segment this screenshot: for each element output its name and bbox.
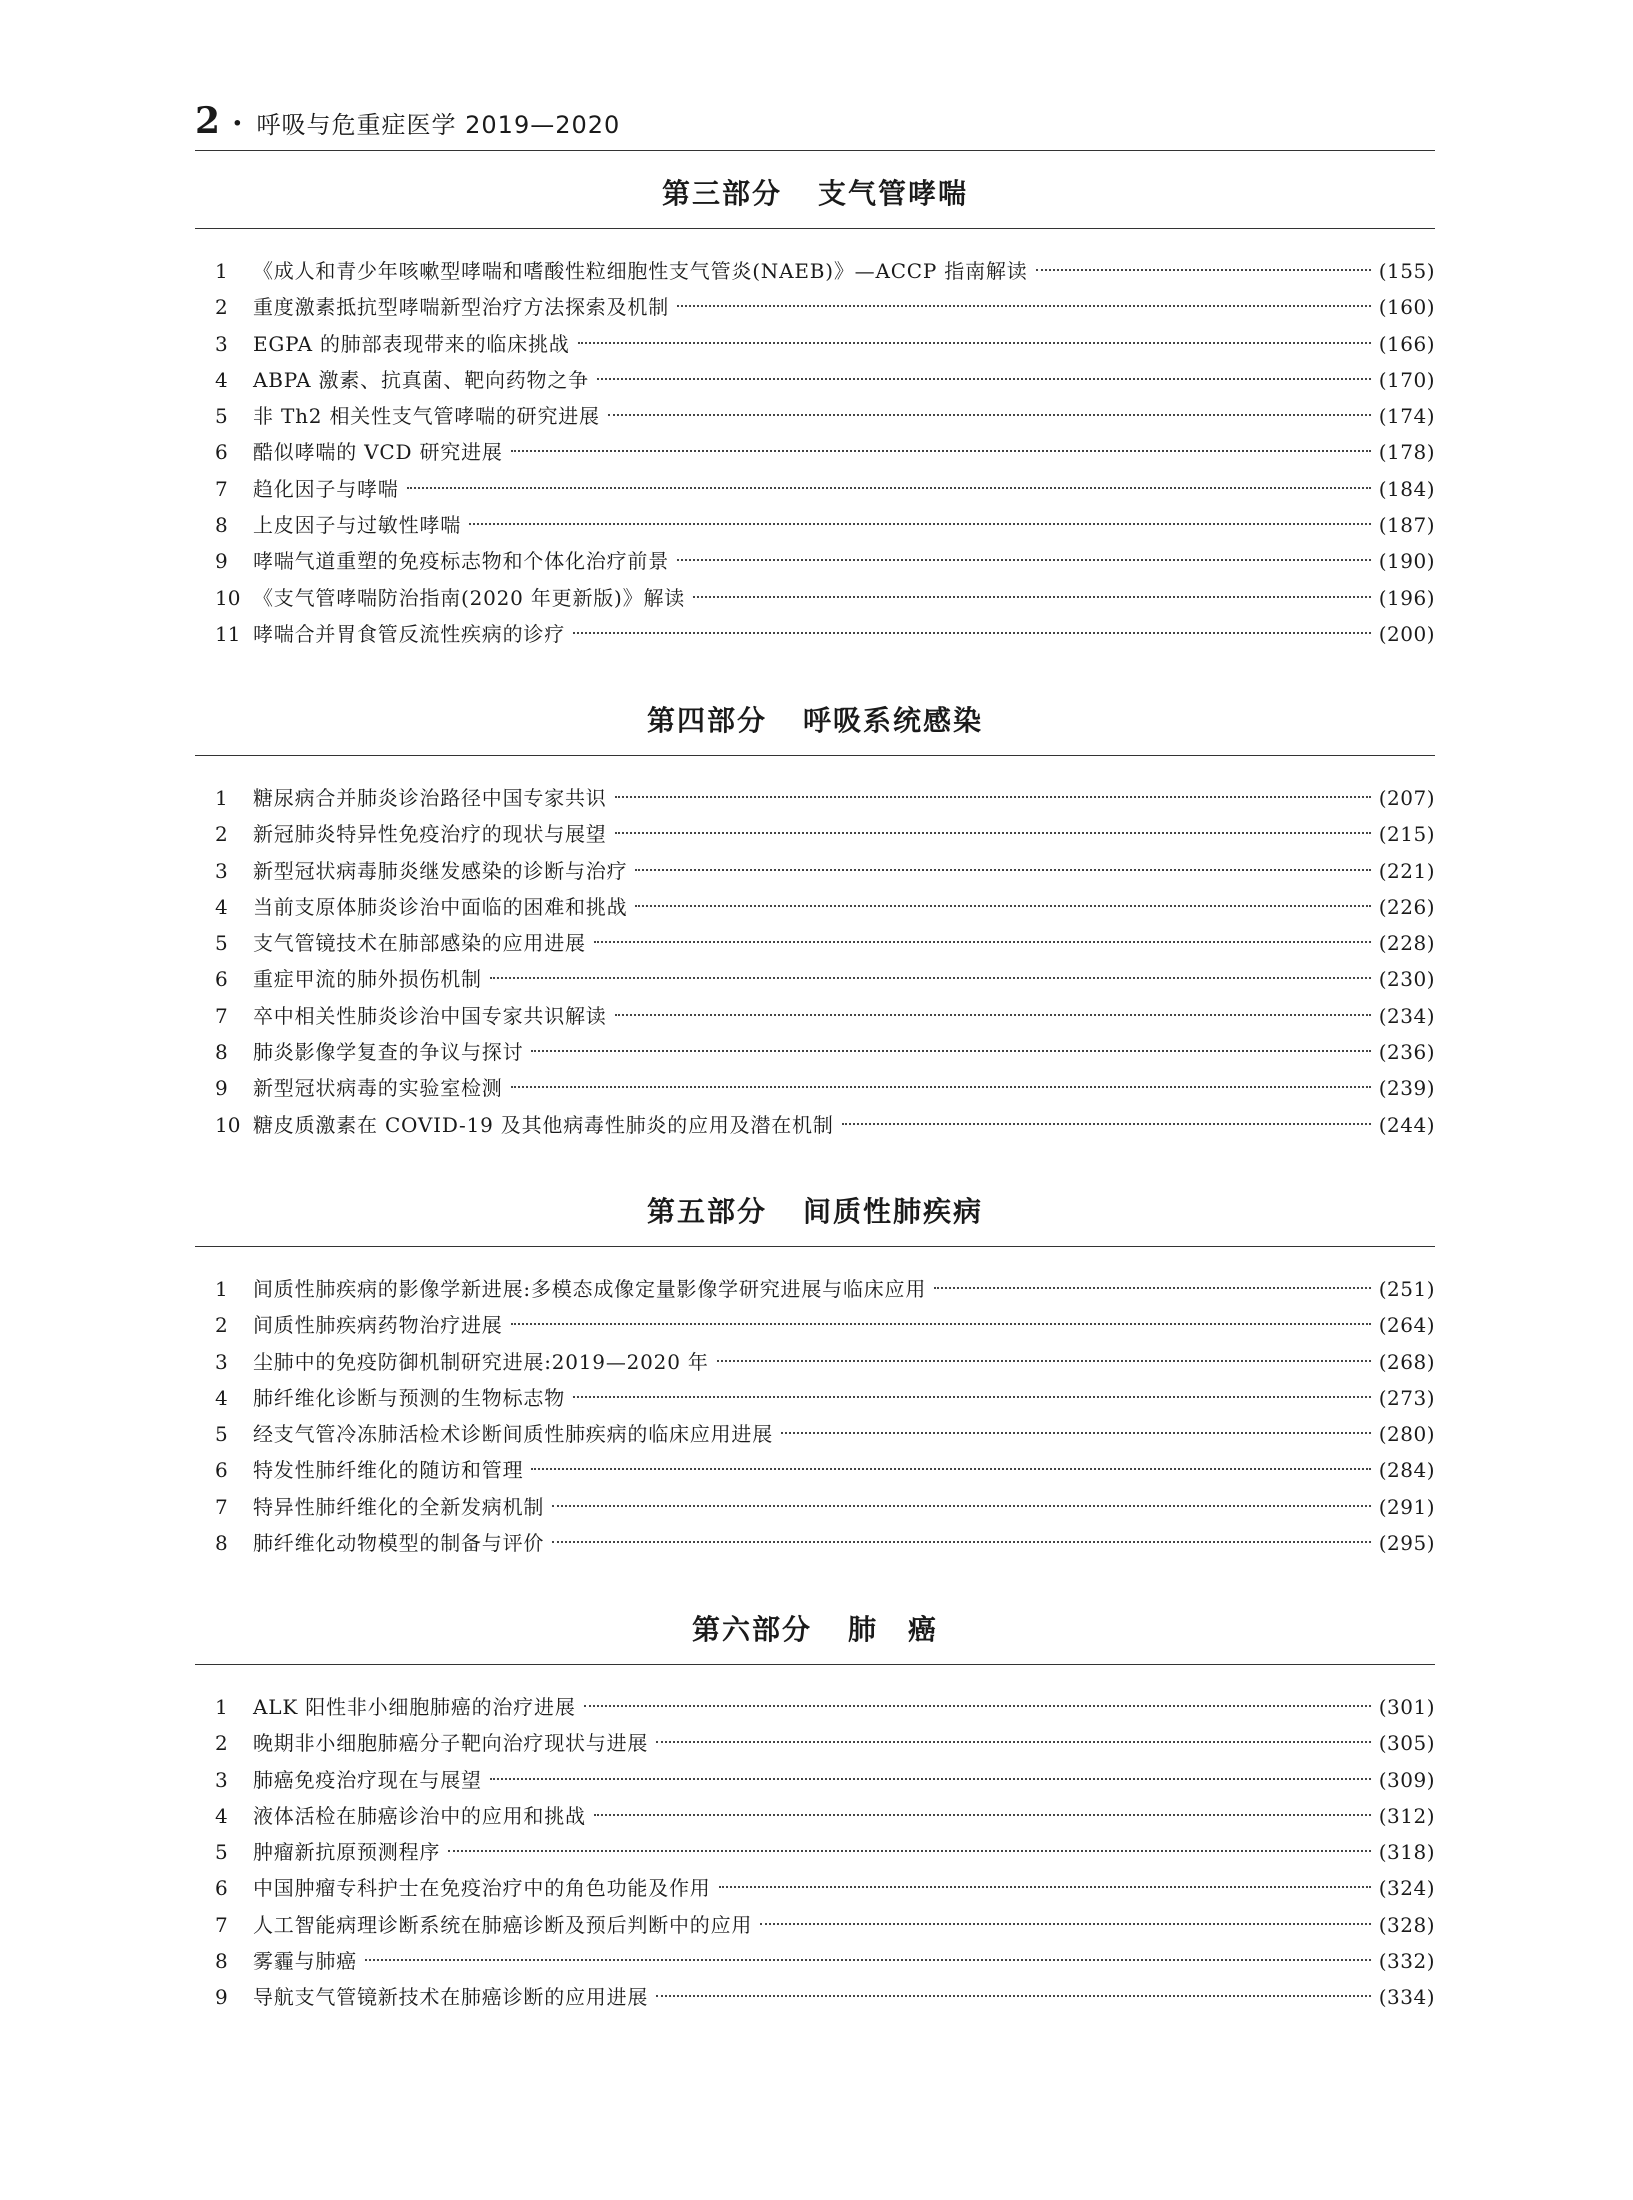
toc-entry[interactable] — [195, 398, 1435, 434]
dot-leader — [781, 1432, 1371, 1434]
toc-entry[interactable] — [195, 507, 1435, 543]
entry-number: 5 — [215, 1840, 228, 1865]
entry-number: 3 — [215, 331, 228, 356]
entry-title: ABPA 激素、抗真菌、靶向药物之争 — [253, 367, 589, 392]
toc-entry[interactable] — [195, 1907, 1435, 1943]
entry-number: 8 — [215, 1040, 228, 1065]
entry-page-number: (244) — [1378, 1112, 1435, 1137]
entry-page-number: (280) — [1378, 1422, 1435, 1447]
entry-title: 趋化因子与哮喘 — [253, 476, 399, 501]
entry-page-number: (200) — [1378, 621, 1435, 646]
entry-number: 7 — [215, 1912, 228, 1937]
toc-entry[interactable] — [195, 1762, 1435, 1798]
entry-page-number: (228) — [1378, 931, 1435, 956]
entry-page-number: (291) — [1378, 1494, 1435, 1519]
toc-entry[interactable] — [195, 326, 1435, 362]
entry-number: 2 — [215, 1313, 228, 1338]
entry-page-number: (178) — [1378, 440, 1435, 465]
dot-leader — [584, 1705, 1371, 1707]
dot-leader — [717, 1360, 1371, 1362]
entry-number: 10 — [215, 1112, 241, 1137]
entry-number: 5 — [215, 1422, 228, 1447]
entry-page-number: (301) — [1378, 1695, 1435, 1719]
entry-number: 2 — [215, 822, 228, 847]
toc-section-asthma — [195, 168, 1435, 652]
entry-page-number: (284) — [1378, 1458, 1435, 1483]
dot-leader — [573, 1396, 1371, 1398]
running-header — [195, 100, 1435, 151]
header-separator: · — [232, 106, 243, 141]
dot-leader — [511, 1323, 1371, 1325]
entry-page-number: (239) — [1378, 1076, 1435, 1101]
toc-entry[interactable] — [195, 1107, 1435, 1143]
toc-entry[interactable] — [195, 289, 1435, 325]
entry-page-number: (305) — [1378, 1731, 1435, 1756]
toc-section-lung-cancer — [195, 1604, 1435, 2016]
dot-leader — [1036, 269, 1371, 271]
toc-entry[interactable] — [195, 889, 1435, 925]
dot-leader — [531, 1050, 1370, 1052]
entry-title: 酷似哮喘的 VCD 研究进展 — [253, 440, 503, 465]
section-part-label: 第三部分 — [661, 177, 782, 210]
entry-number: 8 — [215, 1531, 228, 1556]
entry-page-number: (295) — [1378, 1531, 1435, 1556]
dot-leader — [573, 632, 1371, 634]
toc-entry[interactable] — [195, 1034, 1435, 1070]
entry-page-number: (166) — [1378, 331, 1435, 356]
dot-leader — [608, 414, 1371, 416]
entry-title: 非 Th2 相关性支气管哮喘的研究进展 — [253, 404, 600, 429]
entry-number: 4 — [215, 894, 228, 919]
entry-page-number: (221) — [1378, 858, 1435, 883]
dot-leader — [934, 1287, 1371, 1289]
toc-section-respiratory-infection — [195, 695, 1435, 1143]
entry-title: 新冠肺炎特异性免疫治疗的现状与展望 — [253, 822, 607, 847]
dot-leader — [365, 1959, 1371, 1961]
dot-leader — [407, 487, 1371, 489]
entry-title: 中国肿瘤专科护士在免疫治疗中的角色功能及作用 — [253, 1876, 711, 1901]
entry-page-number: (215) — [1378, 822, 1435, 847]
entry-page-number: (190) — [1378, 549, 1435, 574]
toc-entry[interactable] — [195, 1798, 1435, 1834]
entry-page-number: (318) — [1378, 1840, 1435, 1865]
entry-page-number: (324) — [1378, 1876, 1435, 1901]
entry-title: 特异性肺纤维化的全新发病机制 — [253, 1494, 545, 1519]
entry-title: 新型冠状病毒的实验室检测 — [253, 1076, 503, 1101]
toc-entry[interactable] — [195, 1416, 1435, 1452]
entry-title: 肿瘤新抗原预测程序 — [253, 1840, 441, 1865]
toc-entry[interactable] — [195, 580, 1435, 616]
toc-entry[interactable] — [195, 362, 1435, 398]
dot-leader — [842, 1123, 1371, 1125]
entry-page-number: (230) — [1378, 967, 1435, 992]
toc-entry[interactable] — [195, 961, 1435, 997]
toc-entry[interactable] — [195, 434, 1435, 470]
entry-title: EGPA 的肺部表现带来的临床挑战 — [253, 331, 570, 356]
toc-section-interstitial-lung-disease — [195, 1186, 1435, 1561]
entry-page-number: (174) — [1378, 404, 1435, 429]
dot-leader — [597, 378, 1371, 380]
dot-leader — [511, 450, 1371, 452]
toc-entry[interactable] — [195, 543, 1435, 579]
entry-title: 肺纤维化诊断与预测的生物标志物 — [253, 1385, 565, 1410]
entry-number: 6 — [215, 440, 228, 465]
book-title: 呼吸与危重症医学 2019—2020 — [256, 111, 621, 139]
entry-page-number: (170) — [1378, 367, 1435, 392]
toc-entry[interactable] — [195, 1725, 1435, 1761]
dot-leader — [578, 342, 1371, 344]
entry-title: 晚期非小细胞肺癌分子靶向治疗现状与进展 — [253, 1731, 649, 1756]
entry-page-number: (312) — [1378, 1803, 1435, 1828]
entry-title: 卒中相关性肺炎诊治中国专家共识解读 — [253, 1003, 607, 1028]
dot-leader — [594, 941, 1371, 943]
entry-page-number: (236) — [1378, 1040, 1435, 1065]
entry-number: 3 — [215, 858, 228, 883]
entry-page-number: (328) — [1378, 1912, 1435, 1937]
entry-number: 7 — [215, 476, 228, 501]
dot-leader — [656, 1741, 1371, 1743]
entry-page-number: (196) — [1378, 585, 1435, 610]
toc-entry[interactable] — [195, 816, 1435, 852]
dot-leader — [635, 905, 1370, 907]
entry-title: 导航支气管镜新技术在肺癌诊断的应用进展 — [253, 1985, 649, 2010]
toc-entry[interactable] — [195, 998, 1435, 1034]
entry-number: 2 — [215, 1731, 228, 1756]
entry-number: 6 — [215, 1876, 228, 1901]
entry-title: 《支气管哮喘防治指南(2020 年更新版)》解读 — [253, 585, 686, 610]
dot-leader — [448, 1850, 1371, 1852]
entry-number: 1 — [215, 786, 228, 810]
entry-number: 9 — [215, 549, 228, 574]
entry-title: 肺癌免疫治疗现在与展望 — [253, 1767, 482, 1792]
toc-entry[interactable] — [195, 1271, 1435, 1307]
dot-leader — [594, 1814, 1371, 1816]
entry-page-number: (187) — [1378, 513, 1435, 538]
entry-number: 7 — [215, 1003, 228, 1028]
entry-page-number: (309) — [1378, 1767, 1435, 1792]
entry-title: 间质性肺疾病药物治疗进展 — [253, 1313, 503, 1338]
entry-number: 4 — [215, 1385, 228, 1410]
entry-page-number: (234) — [1378, 1003, 1435, 1028]
dot-leader — [760, 1923, 1371, 1925]
entry-title: 重症甲流的肺外损伤机制 — [253, 967, 482, 992]
dot-leader — [490, 977, 1371, 979]
entry-title: 哮喘合并胃食管反流性疾病的诊疗 — [253, 621, 565, 646]
entry-title: 当前支原体肺炎诊治中面临的困难和挑战 — [253, 894, 628, 919]
section-title — [195, 1604, 1435, 1665]
entry-title: ALK 阳性非小细胞肺癌的治疗进展 — [253, 1695, 576, 1719]
entry-number: 5 — [215, 404, 228, 429]
entry-title: 间质性肺疾病的影像学新进展:多模态成像定量影像学研究进展与临床应用 — [253, 1277, 927, 1301]
entry-title: 雾霾与肺癌 — [253, 1949, 357, 1974]
entry-number: 6 — [215, 1458, 228, 1483]
toc-entry[interactable] — [195, 1870, 1435, 1906]
toc-entry[interactable] — [195, 1689, 1435, 1725]
entry-number: 3 — [215, 1767, 228, 1792]
toc-entry[interactable] — [195, 616, 1435, 652]
toc-entry[interactable] — [195, 1344, 1435, 1380]
dot-leader — [615, 832, 1371, 834]
entry-title: 经支气管冷冻肺活检术诊断间质性肺疾病的临床应用进展 — [253, 1422, 773, 1447]
entry-page-number: (334) — [1378, 1985, 1435, 2010]
dot-leader — [677, 305, 1371, 307]
entry-page-number: (268) — [1378, 1349, 1435, 1374]
entry-number: 1 — [215, 259, 228, 283]
entry-number: 4 — [215, 367, 228, 392]
dot-leader — [615, 796, 1371, 798]
dot-leader — [511, 1086, 1371, 1088]
entry-number: 3 — [215, 1349, 228, 1374]
entry-number: 9 — [215, 1076, 228, 1101]
section-part-label: 第五部分 — [646, 1195, 767, 1228]
page-number: 2 — [195, 100, 221, 142]
entry-page-number: (264) — [1378, 1313, 1435, 1338]
entry-number: 1 — [215, 1277, 228, 1301]
entry-title: 糖尿病合并肺炎诊治路径中国专家共识 — [253, 786, 607, 810]
section-title — [195, 695, 1435, 756]
toc-entry-list — [195, 1689, 1435, 2016]
dot-leader — [552, 1541, 1371, 1543]
toc-entry[interactable] — [195, 853, 1435, 889]
toc-entry[interactable] — [195, 1452, 1435, 1488]
entry-title: 糖皮质激素在 COVID-19 及其他病毒性肺炎的应用及潜在机制 — [253, 1112, 834, 1137]
entry-title: 哮喘气道重塑的免疫标志物和个体化治疗前景 — [253, 549, 669, 574]
section-part-label: 第六部分 — [691, 1613, 812, 1646]
toc-entry[interactable] — [195, 1380, 1435, 1416]
section-name: 间质性肺疾病 — [803, 1195, 984, 1228]
toc-entry[interactable] — [195, 780, 1435, 816]
toc-entry[interactable] — [195, 1489, 1435, 1525]
entry-number: 5 — [215, 931, 228, 956]
dot-leader — [531, 1468, 1370, 1470]
toc-entry[interactable] — [195, 1525, 1435, 1561]
dot-leader — [677, 559, 1371, 561]
entry-page-number: (273) — [1378, 1385, 1435, 1410]
entry-page-number: (332) — [1378, 1949, 1435, 1974]
entry-number: 8 — [215, 513, 228, 538]
entry-title: 肺炎影像学复查的争议与探讨 — [253, 1040, 524, 1065]
entry-title: 特发性肺纤维化的随访和管理 — [253, 1458, 524, 1483]
entry-number: 4 — [215, 1803, 228, 1828]
toc-entry[interactable] — [195, 253, 1435, 289]
section-name: 支气管哮喘 — [818, 177, 969, 210]
section-title — [195, 1186, 1435, 1247]
dot-leader — [615, 1014, 1371, 1016]
entry-number: 6 — [215, 967, 228, 992]
section-part-label: 第四部分 — [646, 704, 767, 737]
entry-title: 尘肺中的免疫防御机制研究进展:2019—2020 年 — [253, 1349, 709, 1374]
entry-number: 2 — [215, 295, 228, 320]
dot-leader — [490, 1778, 1371, 1780]
entry-title: 《成人和青少年咳嗽型哮喘和嗜酸性粒细胞性支气管炎(NAEB)》—ACCP 指南解读 — [253, 259, 1028, 283]
entry-number: 10 — [215, 585, 241, 610]
entry-title: 重度激素抵抗型哮喘新型治疗方法探索及机制 — [253, 295, 669, 320]
entry-page-number: (226) — [1378, 894, 1435, 919]
entry-page-number: (184) — [1378, 476, 1435, 501]
entry-title: 人工智能病理诊断系统在肺癌诊断及预后判断中的应用 — [253, 1912, 753, 1937]
toc-entry[interactable] — [195, 1307, 1435, 1343]
entry-number: 7 — [215, 1494, 228, 1519]
entry-page-number: (251) — [1378, 1277, 1435, 1301]
entry-page-number: (155) — [1378, 259, 1435, 283]
section-name: 肺 癌 — [848, 1613, 939, 1646]
toc-entry[interactable] — [195, 925, 1435, 961]
dot-leader — [656, 1995, 1371, 1997]
entry-number: 9 — [215, 1985, 228, 2010]
dot-leader — [469, 523, 1371, 525]
toc-entry-list — [195, 780, 1435, 1143]
entry-number: 11 — [215, 621, 241, 646]
dot-leader — [552, 1505, 1371, 1507]
section-title — [195, 168, 1435, 229]
dot-leader — [719, 1886, 1371, 1888]
toc-entry[interactable] — [195, 1834, 1435, 1870]
entry-number: 8 — [215, 1949, 228, 1974]
section-name: 呼吸系统感染 — [803, 704, 984, 737]
entry-title: 支气管镜技术在肺部感染的应用进展 — [253, 931, 586, 956]
entry-title: 上皮因子与过敏性哮喘 — [253, 513, 461, 538]
dot-leader — [635, 869, 1370, 871]
toc-entry-list — [195, 1271, 1435, 1561]
entry-number: 1 — [215, 1695, 228, 1719]
toc-entry[interactable] — [195, 1070, 1435, 1106]
toc-entry[interactable] — [195, 471, 1435, 507]
entry-title: 新型冠状病毒肺炎继发感染的诊断与治疗 — [253, 858, 628, 883]
entry-page-number: (160) — [1378, 295, 1435, 320]
entry-title: 液体活检在肺癌诊治中的应用和挑战 — [253, 1803, 586, 1828]
entry-page-number: (207) — [1378, 786, 1435, 810]
toc-entry-list — [195, 253, 1435, 652]
toc-entry[interactable] — [195, 1979, 1435, 2015]
entry-title: 肺纤维化动物模型的制备与评价 — [253, 1531, 545, 1556]
toc-entry[interactable] — [195, 1943, 1435, 1979]
dot-leader — [693, 596, 1371, 598]
